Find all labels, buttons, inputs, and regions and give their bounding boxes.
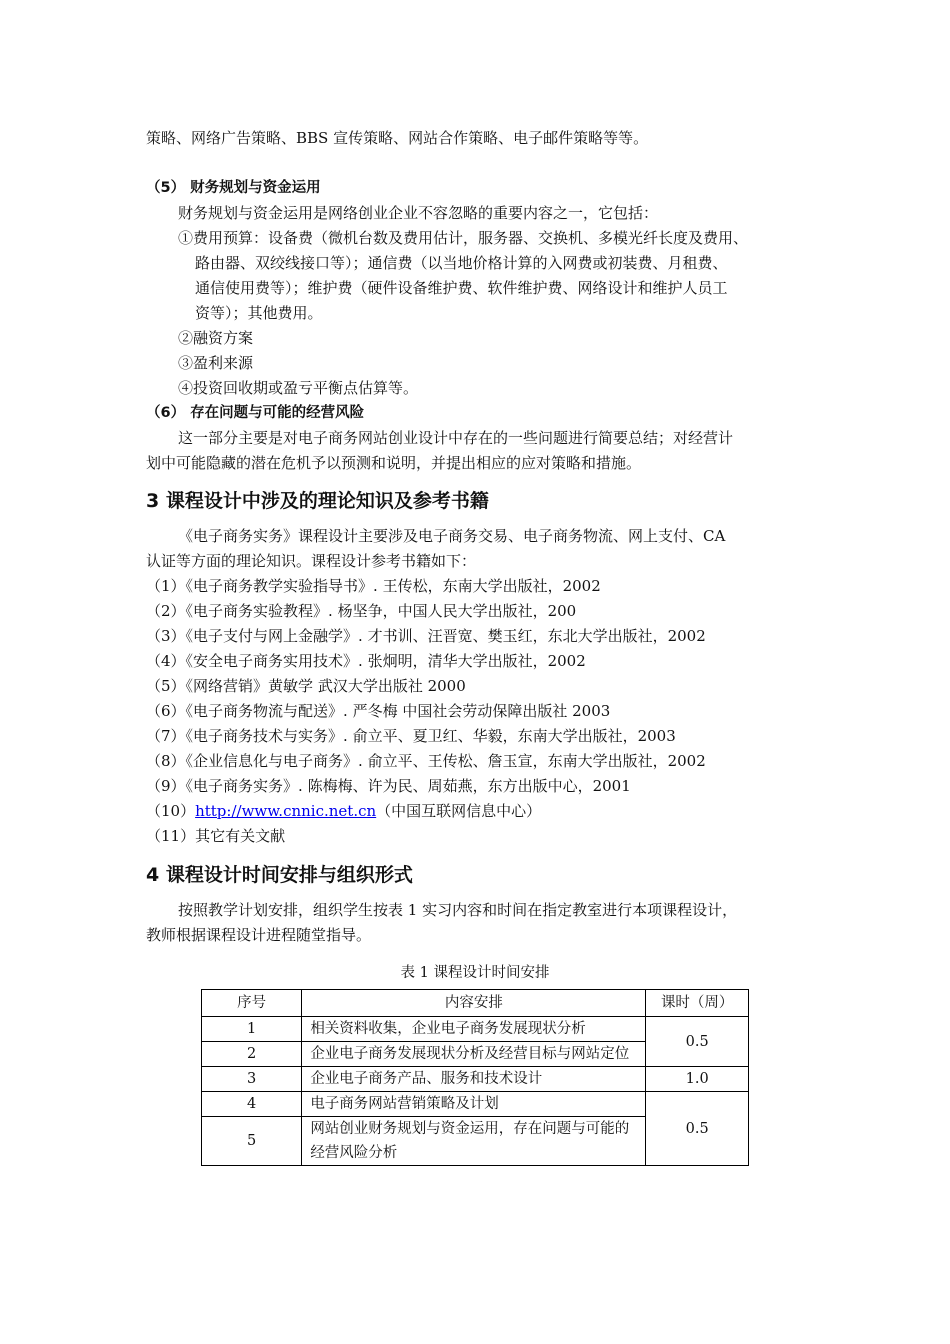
row-number: 3	[202, 1067, 302, 1092]
reference-item: （5）《网络营销》黄敏学 武汉大学出版社 2000	[146, 677, 466, 695]
cnnic-link[interactable]: http://www.cnnic.net.cn	[195, 802, 377, 820]
row-hours: 1.0	[646, 1067, 749, 1092]
reference-item: （3）《电子支付与网上金融学》. 才书训、汪晋宽、樊玉红，东北大学出版社，2002	[146, 627, 706, 645]
section-6-heading: （6） 存在问题与可能的经营风险	[146, 405, 365, 421]
column-header-hours: 课时（周）	[646, 990, 749, 1017]
column-header-number: 序号	[202, 990, 302, 1017]
reference-item: （9）《电子商务实务》. 陈梅梅、许为民、周茹燕，东方出版中心，2001	[146, 777, 631, 795]
row-content: 企业电子商务发展现状分析及经营目标与网站定位	[302, 1042, 646, 1067]
reference-item: （1）《电子商务教学实验指导书》. 王传松，东南大学出版社，2002	[146, 577, 601, 595]
row-content: 企业电子商务产品、服务和技术设计	[302, 1067, 646, 1092]
table-row	[202, 1092, 749, 1117]
text-line: 认证等方面的理论知识。课程设计参考书籍如下：	[146, 552, 477, 570]
row-number: 5	[202, 1117, 302, 1166]
column-header-content: 内容安排	[302, 990, 646, 1017]
row-number: 1	[202, 1017, 302, 1042]
table-header-row	[202, 990, 749, 1017]
reference-item: （6）《电子商务物流与配送》. 严冬梅 中国社会劳动保障出版社 2003	[146, 702, 611, 720]
row-number: 2	[202, 1042, 302, 1067]
reference-number: （10）	[146, 802, 196, 820]
reference-note: （中国互联网信息中心）	[376, 802, 542, 820]
text-line: 划中可能隐藏的潜在危机予以预测和说明，并提出相应的应对策略和措施。	[146, 454, 642, 472]
text-line: 教师根据课程设计进程随堂指导。	[146, 926, 372, 944]
row-hours: 0.5	[646, 1017, 749, 1067]
text-line: ①费用预算：设备费（微机台数及费用估计，服务器、交换机、多模光纤长度及费用、	[178, 229, 749, 247]
row-content: 相关资料收集，企业电子商务发展现状分析	[302, 1017, 646, 1042]
reference-item: （2）《电子商务实验教程》. 杨坚争，中国人民大学出版社，200	[146, 602, 577, 620]
text-line: 资等）；其他费用。	[195, 304, 323, 322]
row-number: 4	[202, 1092, 302, 1117]
text-line: 路由器、双绞线接口等）；通信费（以当地价格计算的入网费或初装费、月租费、	[195, 254, 728, 272]
table-caption: 表 1 课程设计时间安排	[400, 965, 550, 981]
text-line: 这一部分主要是对电子商务网站创业设计中存在的一些问题进行简要总结；对经营计	[178, 429, 734, 447]
section-3-heading: 3 课程设计中涉及的理论知识及参考书籍	[146, 490, 489, 512]
reference-item-10	[146, 799, 541, 824]
list-item: ④投资回收期或盈亏平衡点估算等。	[178, 379, 419, 397]
row-hours: 0.5	[646, 1092, 749, 1166]
text-line: 《电子商务实务》课程设计主要涉及电子商务交易、电子商务物流、网上支付、CA	[178, 527, 726, 545]
table-row	[202, 1017, 749, 1042]
text-line: 按照教学计划安排，组织学生按表 1 实习内容和时间在指定教室进行本项课程设计，	[178, 901, 738, 919]
reference-item: （7）《电子商务技术与实务》. 俞立平、夏卫红、华毅，东南大学出版社，2003	[146, 727, 676, 745]
section-4-heading: 4 课程设计时间安排与组织形式	[146, 864, 413, 886]
reference-item: （11）其它有关文献	[146, 827, 286, 845]
reference-item: （4）《安全电子商务实用技术》. 张炯明，清华大学出版社，2002	[146, 652, 586, 670]
text-line: 财务规划与资金运用是网络创业企业不容忽略的重要内容之一，它包括：	[178, 204, 659, 222]
row-content: 电子商务网站营销策略及计划	[302, 1092, 646, 1117]
text-line: 通信使用费等）；维护费（硬件设备维护费、软件维护费、网络设计和维护人员工	[195, 279, 728, 297]
schedule-table	[201, 989, 749, 1166]
table-row	[202, 1067, 749, 1092]
text-line: 策略、网络广告策略、BBS 宣传策略、网站合作策略、电子邮件策略等等。	[146, 129, 649, 147]
list-item: ②融资方案	[178, 329, 254, 347]
row-content: 网站创业财务规划与资金运用，存在问题与可能的经营风险分析	[302, 1117, 646, 1166]
list-item: ③盈利来源	[178, 354, 254, 372]
section-5-heading: （5） 财务规划与资金运用	[146, 180, 321, 196]
reference-item: （8）《企业信息化与电子商务》. 俞立平、王传松、詹玉宣，东南大学出版社，2002	[146, 752, 706, 770]
